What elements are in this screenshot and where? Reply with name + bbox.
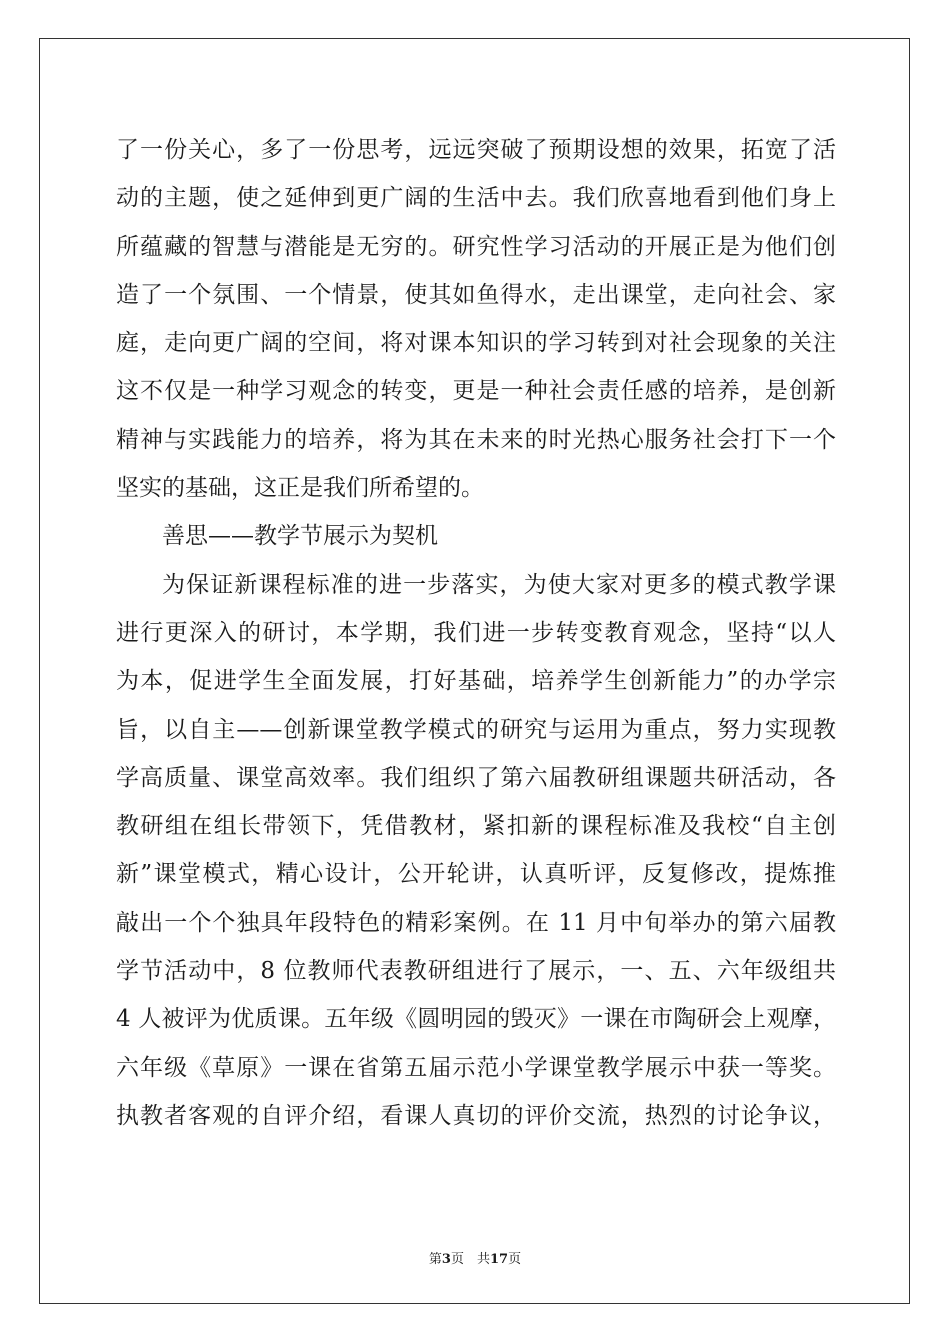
- footer-page-total: 17: [489, 1252, 509, 1267]
- footer-page-current: 3: [441, 1252, 451, 1267]
- text-line: 执教者客观的自评介绍，看课人真切的评价交流，热烈的讨论争议，: [116, 1102, 836, 1129]
- document-body: [116, 126, 836, 1140]
- text-line: 精神与实践能力的培养，将为其在未来的时光热心服务社会打下一个: [116, 426, 836, 453]
- footer-prefix: 第: [428, 1252, 442, 1267]
- text-line: 为本，促进学生全面发展，打好基础，培养学生创新能力”的办学宗: [116, 668, 836, 695]
- text-line: 所蕴藏的智慧与潜能是无穷的。研究性学习活动的开展正是为他们创: [116, 233, 836, 260]
- text-line: 新”课堂模式，精心设计，公开轮讲，认真听评，反复修改，提炼推: [116, 861, 836, 888]
- text-line: 教研组在组长带领下，凭借教材，紧扣新的课程标准及我校“自主创: [116, 813, 836, 840]
- text-line: 六年级《草原》一课在省第五届示范小学课堂教学展示中获一等奖。: [116, 1054, 836, 1081]
- text-line: 动的主题，使之延伸到更广阔的生活中去。我们欣喜地看到他们身上: [116, 185, 836, 212]
- text-line: 为保证新课程标准的进一步落实，为使大家对更多的模式教学课: [162, 571, 836, 598]
- text-line: 旨，以自主——创新课堂教学模式的研究与运用为重点，努力实现教: [116, 716, 836, 743]
- text-line: 4 人被评为优质课。五年级《圆明园的毁灭》一课在市陶研会上观摩，: [116, 1006, 836, 1033]
- text-line: 造了一个氛围、一个情景，使其如鱼得水，走出课堂，走向社会、家: [116, 281, 836, 308]
- text-line: 学节活动中，8 位教师代表教研组进行了展示，一、五、六年级组共: [116, 958, 836, 985]
- footer-mid: 页 共: [450, 1252, 490, 1267]
- text-line: 学高质量、课堂高效率。我们组织了第六届教研组课题共研活动，各: [116, 764, 836, 791]
- text-line: 庭，走向更广阔的空间，将对课本知识的学习转到对社会现象的关注: [116, 330, 836, 357]
- text-line: 坚实的基础，这正是我们所希望的。: [116, 475, 484, 502]
- text-line: 这不仅是一种学习观念的转变，更是一种社会责任感的培养，是创新: [116, 378, 836, 405]
- text-line: 敲出一个个独具年段特色的精彩案例。在 11 月中旬举办的第六届教: [116, 909, 836, 936]
- text-line: 进行更深入的研讨，本学期，我们进一步转变教育观念，坚持“以人: [116, 619, 836, 646]
- text-line: 善思——教学节展示为契机: [162, 523, 438, 550]
- footer-suffix: 页: [508, 1252, 522, 1267]
- text-line: 了一份关心，多了一份思考，远远突破了预期设想的效果，拓宽了活: [116, 137, 836, 163]
- page-footer: [0, 1248, 950, 1267]
